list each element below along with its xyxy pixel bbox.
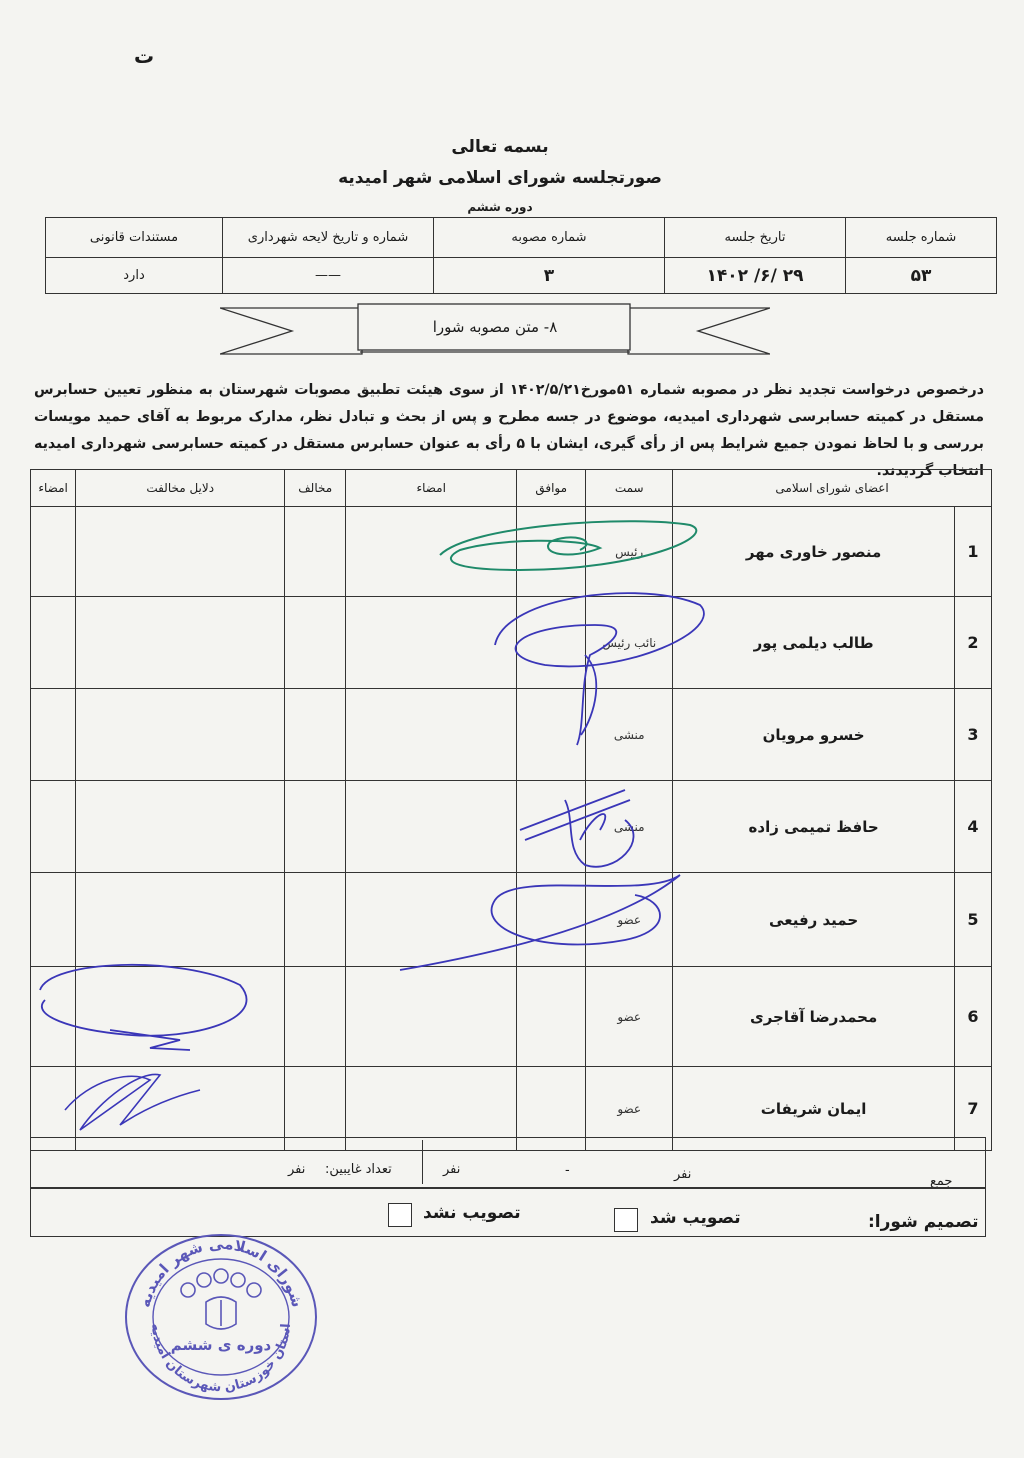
absent-label: تعداد غایبین: [325, 1162, 392, 1177]
row-index: 6 [955, 967, 992, 1067]
header-session-date: تاریخ جلسه [665, 218, 846, 258]
member-name: حمید رفیعی [673, 873, 955, 967]
resolution-text: درخصوص درخواست تجدید نظر در مصوبه شماره ۵۱مورخ۱۴۰۲/۵/۲۱ از سوی هیئت تطبیق مصوبات شهرستان به منظور تعیین حسابرس مستقل در کمیته حسابرسی شهرداری امیدیه، موضوع در جسه مطرح و پس از بحث و تبادل نظر، مدارک مربوط به آقای حمید مویسات بررسی و با لحاظ نمودن جمیع شرایط پس از رأی گیری، ایشان با ۵ رأی به عنوان حسابرس مستقل در کمیته حسابرسی شهرداری امیدیه انتخاب گردیدند. [34, 382, 984, 479]
row-index: 4 [955, 781, 992, 873]
row-index: 5 [955, 873, 992, 967]
signature-5 [395, 860, 695, 980]
session-date: ۲۹ /۶/ ۱۴۰۲ [665, 258, 846, 294]
bismillah: بسمه تعالی [451, 137, 549, 157]
council-stamp [118, 1212, 324, 1402]
row-index: 3 [955, 689, 992, 781]
bill-number-date: —— [223, 258, 434, 294]
signature-1 [430, 510, 710, 580]
resolution-number: ۳ [434, 258, 665, 294]
signature-6 [30, 960, 260, 1060]
header-bill-number-date: شماره و تاریخ لایحه شهرداری [223, 218, 434, 258]
page-title: صورتجلسه شورای اسلامی شهر امیدیه [338, 168, 662, 188]
member-role: عضو [586, 967, 673, 1067]
signature-7 [60, 1050, 210, 1140]
member-role: عضو [586, 1067, 673, 1151]
member-name: خسرو مرویان [673, 689, 955, 781]
meta-table [45, 217, 997, 294]
member-role: منشی [586, 689, 673, 781]
approved-label: تصویب شد [650, 1208, 741, 1228]
oppose-dash: - [565, 1163, 570, 1178]
header-session-number: شماره جلسه [846, 218, 997, 258]
col-signature-2: امضاء [31, 470, 76, 507]
totals-row [30, 1137, 986, 1189]
member-role: نائب رئیس [586, 597, 673, 689]
rejected-label: تصویب نشد [423, 1203, 521, 1223]
stamp-emblem-icon [181, 1269, 261, 1329]
col-oppose: مخالف [285, 470, 346, 507]
member-name: ایمان شریفات [673, 1067, 955, 1151]
member-name: منصور خاوری مهر [673, 507, 955, 597]
header-resolution-number: شماره مصوبه [434, 218, 665, 258]
col-signature: امضاء [346, 470, 517, 507]
header-legal-documents: مستندات قانونی [46, 218, 223, 258]
absent-unit: نفر [288, 1162, 306, 1177]
section-banner-label: ۸- متن مصوبه شورا [432, 318, 558, 336]
member-role: رئیس [586, 507, 673, 597]
session-number: ۵۳ [846, 258, 997, 294]
corner-mark: ت [134, 44, 155, 68]
legal-documents: دارد [46, 258, 223, 294]
member-role: عضو [586, 873, 673, 967]
row-index: 2 [955, 597, 992, 689]
row-index: 1 [955, 507, 992, 597]
col-position: سمت [586, 470, 673, 507]
col-agree: موافق [517, 470, 586, 507]
stamp-center-text: دوره ی ششم [170, 1336, 272, 1354]
col-members: اعضای شورای اسلامی [673, 470, 992, 507]
member-name: محمدرضا آقاجری [673, 967, 955, 1067]
stamp-top-text: شورای اسلامی شهر امیدیه [135, 1234, 307, 1310]
stamp-bottom-text: استان خوزستان شهرستان امیدیه [147, 1322, 295, 1396]
sum-label: جمع [930, 1174, 953, 1189]
col-reasons: دلایل مخالفت [76, 470, 285, 507]
row-index: 7 [955, 1067, 992, 1151]
member-name: طالب دیلمی پور [673, 597, 955, 689]
term-label: دوره ششم [467, 200, 533, 214]
rejected-checkbox[interactable] [388, 1203, 412, 1227]
member-name: حافظ تمیمی زاده [673, 781, 955, 873]
decision-label: تصمیم شورا: [868, 1212, 979, 1232]
approved-checkbox[interactable] [614, 1208, 638, 1232]
member-role: منشی [586, 781, 673, 873]
agree-unit: نفر [674, 1167, 692, 1182]
oppose-unit: نفر [443, 1162, 461, 1177]
signature-2 [485, 585, 715, 755]
